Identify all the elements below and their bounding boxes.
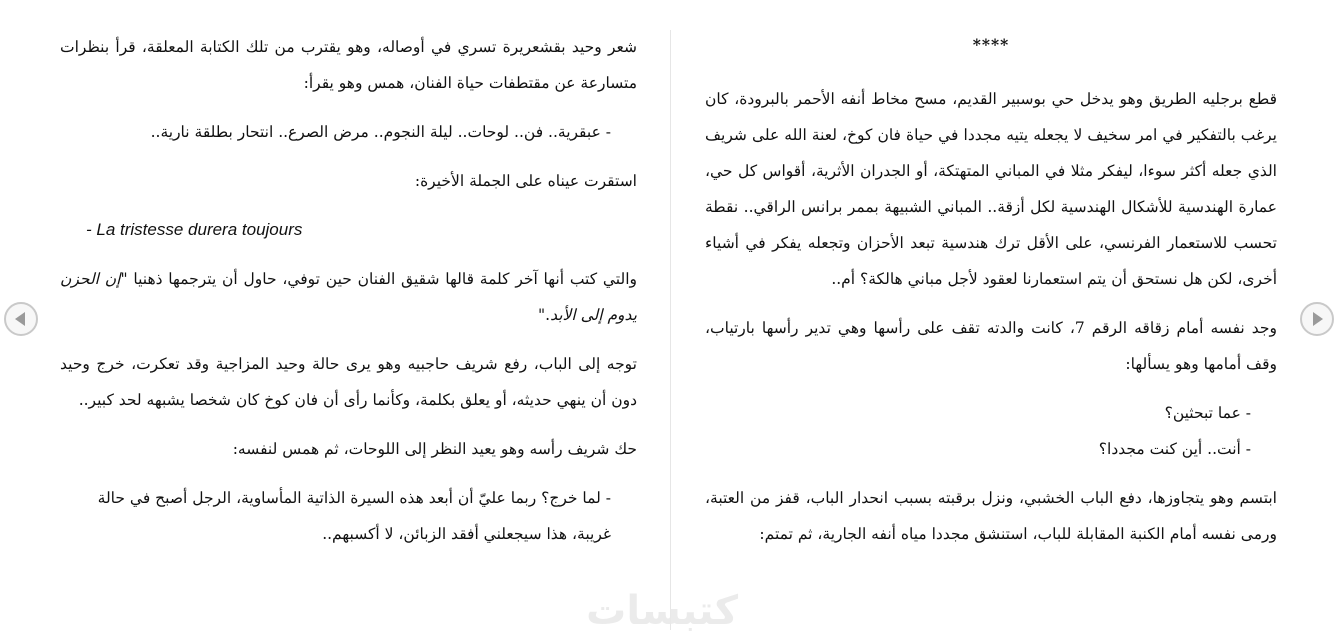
- dialogue-line: - عما تبحثين؟: [1164, 404, 1251, 422]
- paragraph: وجد نفسه أمام زقاقه الرقم 7، كانت والدته تقف على رأسها وهي تدير رأسها بارتياب، وقف أمامها وهو يسألها:: [705, 319, 1277, 373]
- paragraph: [60, 261, 637, 333]
- chevron-left-icon: [6, 304, 36, 334]
- dialogue-line: - عبقرية.. فن.. لوحات.. ليلة النجوم.. مرض الصرع.. انتحار بطلقة نارية..: [150, 123, 611, 141]
- paragraph: ابتسم وهو يتجاوزها، دفع الباب الخشبي، ونزل برقبته بسبب انحدار الباب، قفز من العتبة، ورمى نفسه أمام الكنبة المقابلة للباب، استنشق مجددا مياه أنفه الجارية، ثم تمتم:: [705, 489, 1277, 543]
- paragraph: قطع برجليه الطريق وهو يدخل حي بوسبير القديم، مسح مخاط أنفه الأحمر بالبرودة، كان يرغب بالتفكير في امر سخيف لا يجعله يتيه مجددا في حياة فان كوخ، لعنة الله على شريف الذي جعله أكثر سوءا، ليفكر مثلا في المباني المتهتكة، أو الجدران الأثرية، أقواس كل حي، عمارة الهندسية للأشكال الهندسية لكل أزقة.. المباني الشبيهة بممر برانس الراقي.. نقطة تحسب للاستعمار الفرنسي، على الأقل ترك هندسية تبعد الأحزان وتجعله يفكر في أشياء أخرى، لكن هل نستحق أن يتم استعمارنا لعقود لأجل مباني هالكة؟ أم..: [705, 90, 1277, 288]
- page-divider: [670, 30, 671, 630]
- paragraph: شعر وحيد بقشعريرة تسري في أوصاله، وهو يقترب من تلك الكتابة المعلقة، قرأ بنظرات متسارعة عن مقتطفات حياة الفنان، همس وهو يقرأ:: [60, 38, 637, 92]
- paragraph: حك شريف رأسه وهو يعيد النظر إلى اللوحات، ثم همس لنفسه:: [232, 440, 637, 458]
- right-page: [705, 0, 1277, 641]
- dialogue-line: - أنت.. أين كنت مجددا؟: [1098, 440, 1251, 458]
- chevron-right-icon: [1302, 304, 1332, 334]
- next-page-button[interactable]: [1300, 302, 1334, 336]
- dialogue-line: - لما خرج؟ ربما عليّ أن أبعد هذه السيرة الذاتية المأساوية، الرجل أصبح في حالة غريبة، هذا سيجعلني أفقد الزبائن، لا أكسبهم..: [97, 489, 611, 543]
- left-page: [60, 0, 637, 641]
- previous-page-button[interactable]: [4, 302, 38, 336]
- paragraph: استقرت عيناه على الجملة الأخيرة:: [414, 172, 637, 190]
- paragraph-text: والتي كتب أنها آخر كلمة قالها شقيق الفنان حين توفي، حاول أن يترجمها ذهنيا ": [120, 270, 637, 288]
- paragraph: توجه إلى الباب، رفع شريف حاجبيه وهو يرى حالة وحيد المزاجية وقد تعكرت، خرج وحيد دون أن ينهي حديثه، أو يعلق بكلمة، وكأنما رأى أن فان كوخ كان شخصا يشبهه لحد كبير..: [60, 355, 637, 409]
- translated-quote: إن الحزن يدوم إلى الأبد: [60, 270, 637, 324]
- section-break: ****: [972, 35, 1010, 54]
- french-quote: - La tristesse durera toujours: [86, 220, 303, 239]
- paragraph-text-end: .": [538, 306, 551, 324]
- watermark-logo: كتبسات: [586, 588, 738, 634]
